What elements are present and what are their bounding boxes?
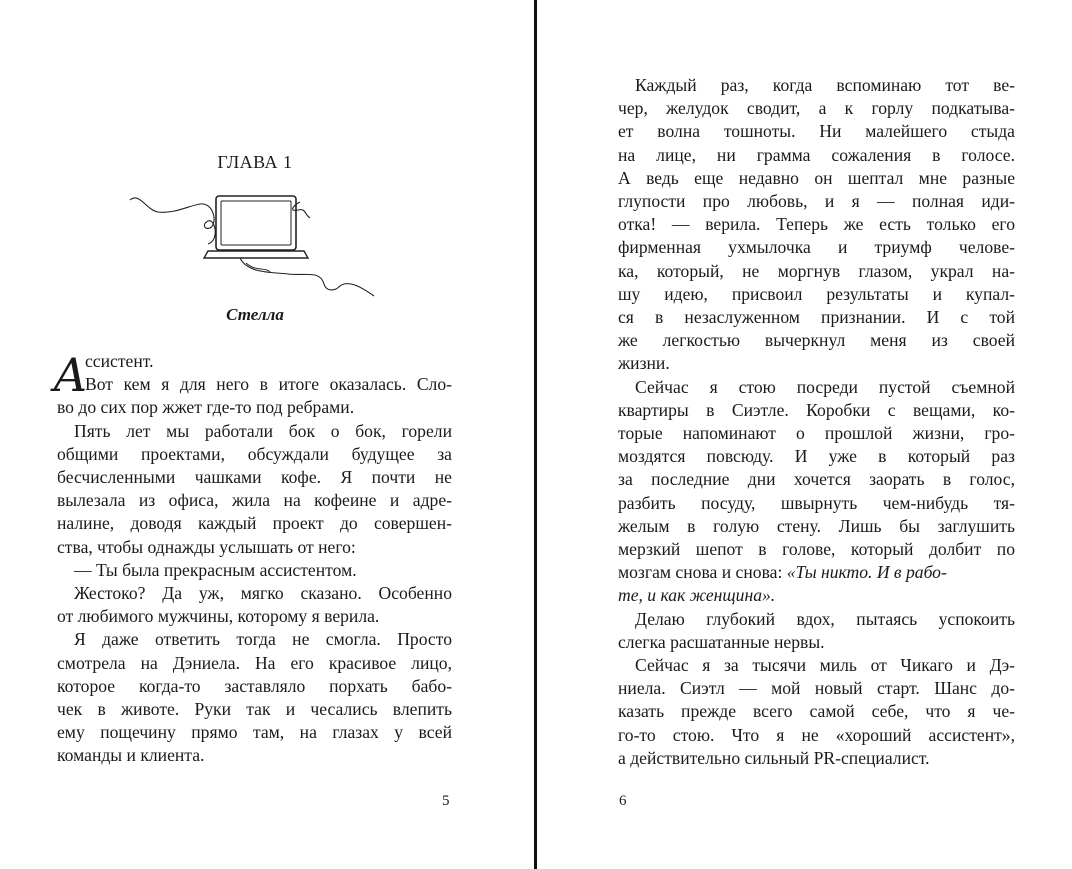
text-line: Пять лет мы работали бок о бок, горели bbox=[74, 420, 452, 441]
text-line: а действительно сильный PR-специалист. bbox=[618, 747, 930, 768]
text-line: моздятся повсюду. И уже в который раз bbox=[618, 446, 1015, 467]
text-line: мерзкий шепот в голове, который долбит по bbox=[618, 539, 1015, 560]
text-line: ниела. Сиэтл — мой новый старт. Шанс до- bbox=[618, 678, 1015, 699]
text-line: Каждый раз, когда вспоминаю тот ве- bbox=[635, 75, 1015, 95]
chapter-title: ГЛАВА 1 bbox=[217, 152, 293, 172]
text-line: за последние дни хочется заорать в голос, bbox=[618, 469, 1015, 490]
italic-quote: «Ты никто. И в рабо- bbox=[786, 562, 947, 583]
text-fragment: мозгам снова и снова: bbox=[618, 562, 787, 583]
text-line: ет волна тошноты. Ни малейшего стыда bbox=[618, 121, 1015, 142]
text-line: слегка расшатанные нервы. bbox=[618, 631, 825, 652]
drop-cap: А bbox=[53, 348, 88, 402]
text-line: глупости про любовь, и я — полная иди- bbox=[618, 191, 1015, 212]
text-line: на лице, ни грамма сожаления в голосе. bbox=[618, 144, 1015, 165]
page-number: 6 bbox=[619, 793, 627, 809]
text-line: ства, чтобы однажды услышать от него: bbox=[57, 536, 356, 557]
text-line: желым в голую стену. Лишь бы заглушить bbox=[618, 515, 1015, 536]
text-line: казать прежде всего самой себе, что я че- bbox=[618, 701, 1015, 722]
text-line: торые напоминают о прошлой жизни, гро- bbox=[618, 423, 1015, 444]
text-line: вылезала из офиса, жила на кофеине и адре- bbox=[57, 490, 452, 511]
chapter-subtitle: Стелла bbox=[226, 305, 284, 324]
text-line: бесчисленными чашками кофе. Я почти не bbox=[57, 467, 452, 488]
text-line: ся в незаслуженном признании. И с той bbox=[618, 307, 1015, 328]
right-page bbox=[537, 0, 1072, 869]
text-line: Вот кем я для него в итоге оказалась. Сло- bbox=[85, 374, 452, 395]
left-body-text bbox=[53, 348, 452, 768]
text-line: Сейчас я стою посреди пустой съемной bbox=[635, 376, 1015, 397]
text-line-mixed bbox=[618, 561, 1015, 584]
text-line: во до сих пор жжет где-то под ребрами. bbox=[57, 397, 355, 418]
text-line: чек в животе. Руки так и чесались влепить bbox=[57, 699, 452, 720]
text-line: налине, доводя каждый проект до совершен- bbox=[57, 513, 452, 534]
laptop-illustration-icon bbox=[128, 188, 380, 304]
text-line: шу идею, присвоил результаты и купал- bbox=[618, 283, 1015, 304]
text-line: го-то стою. Что я не «хороший ассистент», bbox=[618, 724, 1015, 745]
text-line: ссистент. bbox=[85, 351, 154, 371]
left-page bbox=[0, 0, 534, 869]
text-line: фирменная ухмылочка и триумф челове- bbox=[618, 237, 1015, 258]
text-line: А ведь еще недавно он шептал мне разные bbox=[618, 167, 1015, 188]
text-line: отка! — верила. Теперь же есть только его bbox=[618, 214, 1015, 235]
text-line: от любимого мужчины, которому я верила. bbox=[57, 606, 380, 627]
text-line: которое когда-то заставляло порхать бабо- bbox=[57, 675, 452, 696]
text-line: Я даже ответить тогда не смогла. Просто bbox=[74, 629, 452, 650]
text-line: жизни. bbox=[618, 353, 670, 374]
page-number: 5 bbox=[442, 793, 450, 809]
text-line: Жестоко? Да уж, мягко сказано. Особенно bbox=[74, 583, 452, 604]
text-line: Делаю глубокий вдох, пытаясь успокоить bbox=[635, 608, 1015, 629]
text-line: общими проектами, обсуждали будущее за bbox=[57, 443, 452, 464]
text-line: команды и клиента. bbox=[57, 745, 205, 766]
text-line: квартиры в Сиэтле. Коробки с вещами, ко- bbox=[618, 399, 1015, 420]
text-line: же легкостью вычеркнул меня из своей bbox=[618, 330, 1015, 351]
text-line: смотрела на Дэниела. На его красивое лицо, bbox=[57, 652, 452, 673]
text-line: — Ты была прекрасным ассистентом. bbox=[74, 559, 357, 580]
text-line: ему пощечину прямо там, на глазах у всей bbox=[57, 722, 452, 743]
text-line: те, и как женщина». bbox=[618, 585, 776, 606]
text-line: ка, который, не моргнув глазом, украл на- bbox=[618, 260, 1015, 281]
text-line: чер, желудок сводит, а к горлу подкатыва- bbox=[618, 98, 1015, 119]
right-body-text bbox=[618, 74, 1015, 770]
text-line: разбить посуду, швырнуть чем-нибудь тя- bbox=[618, 492, 1015, 513]
text-line: Сейчас я за тысячи миль от Чикаго и Дэ- bbox=[635, 655, 1015, 676]
